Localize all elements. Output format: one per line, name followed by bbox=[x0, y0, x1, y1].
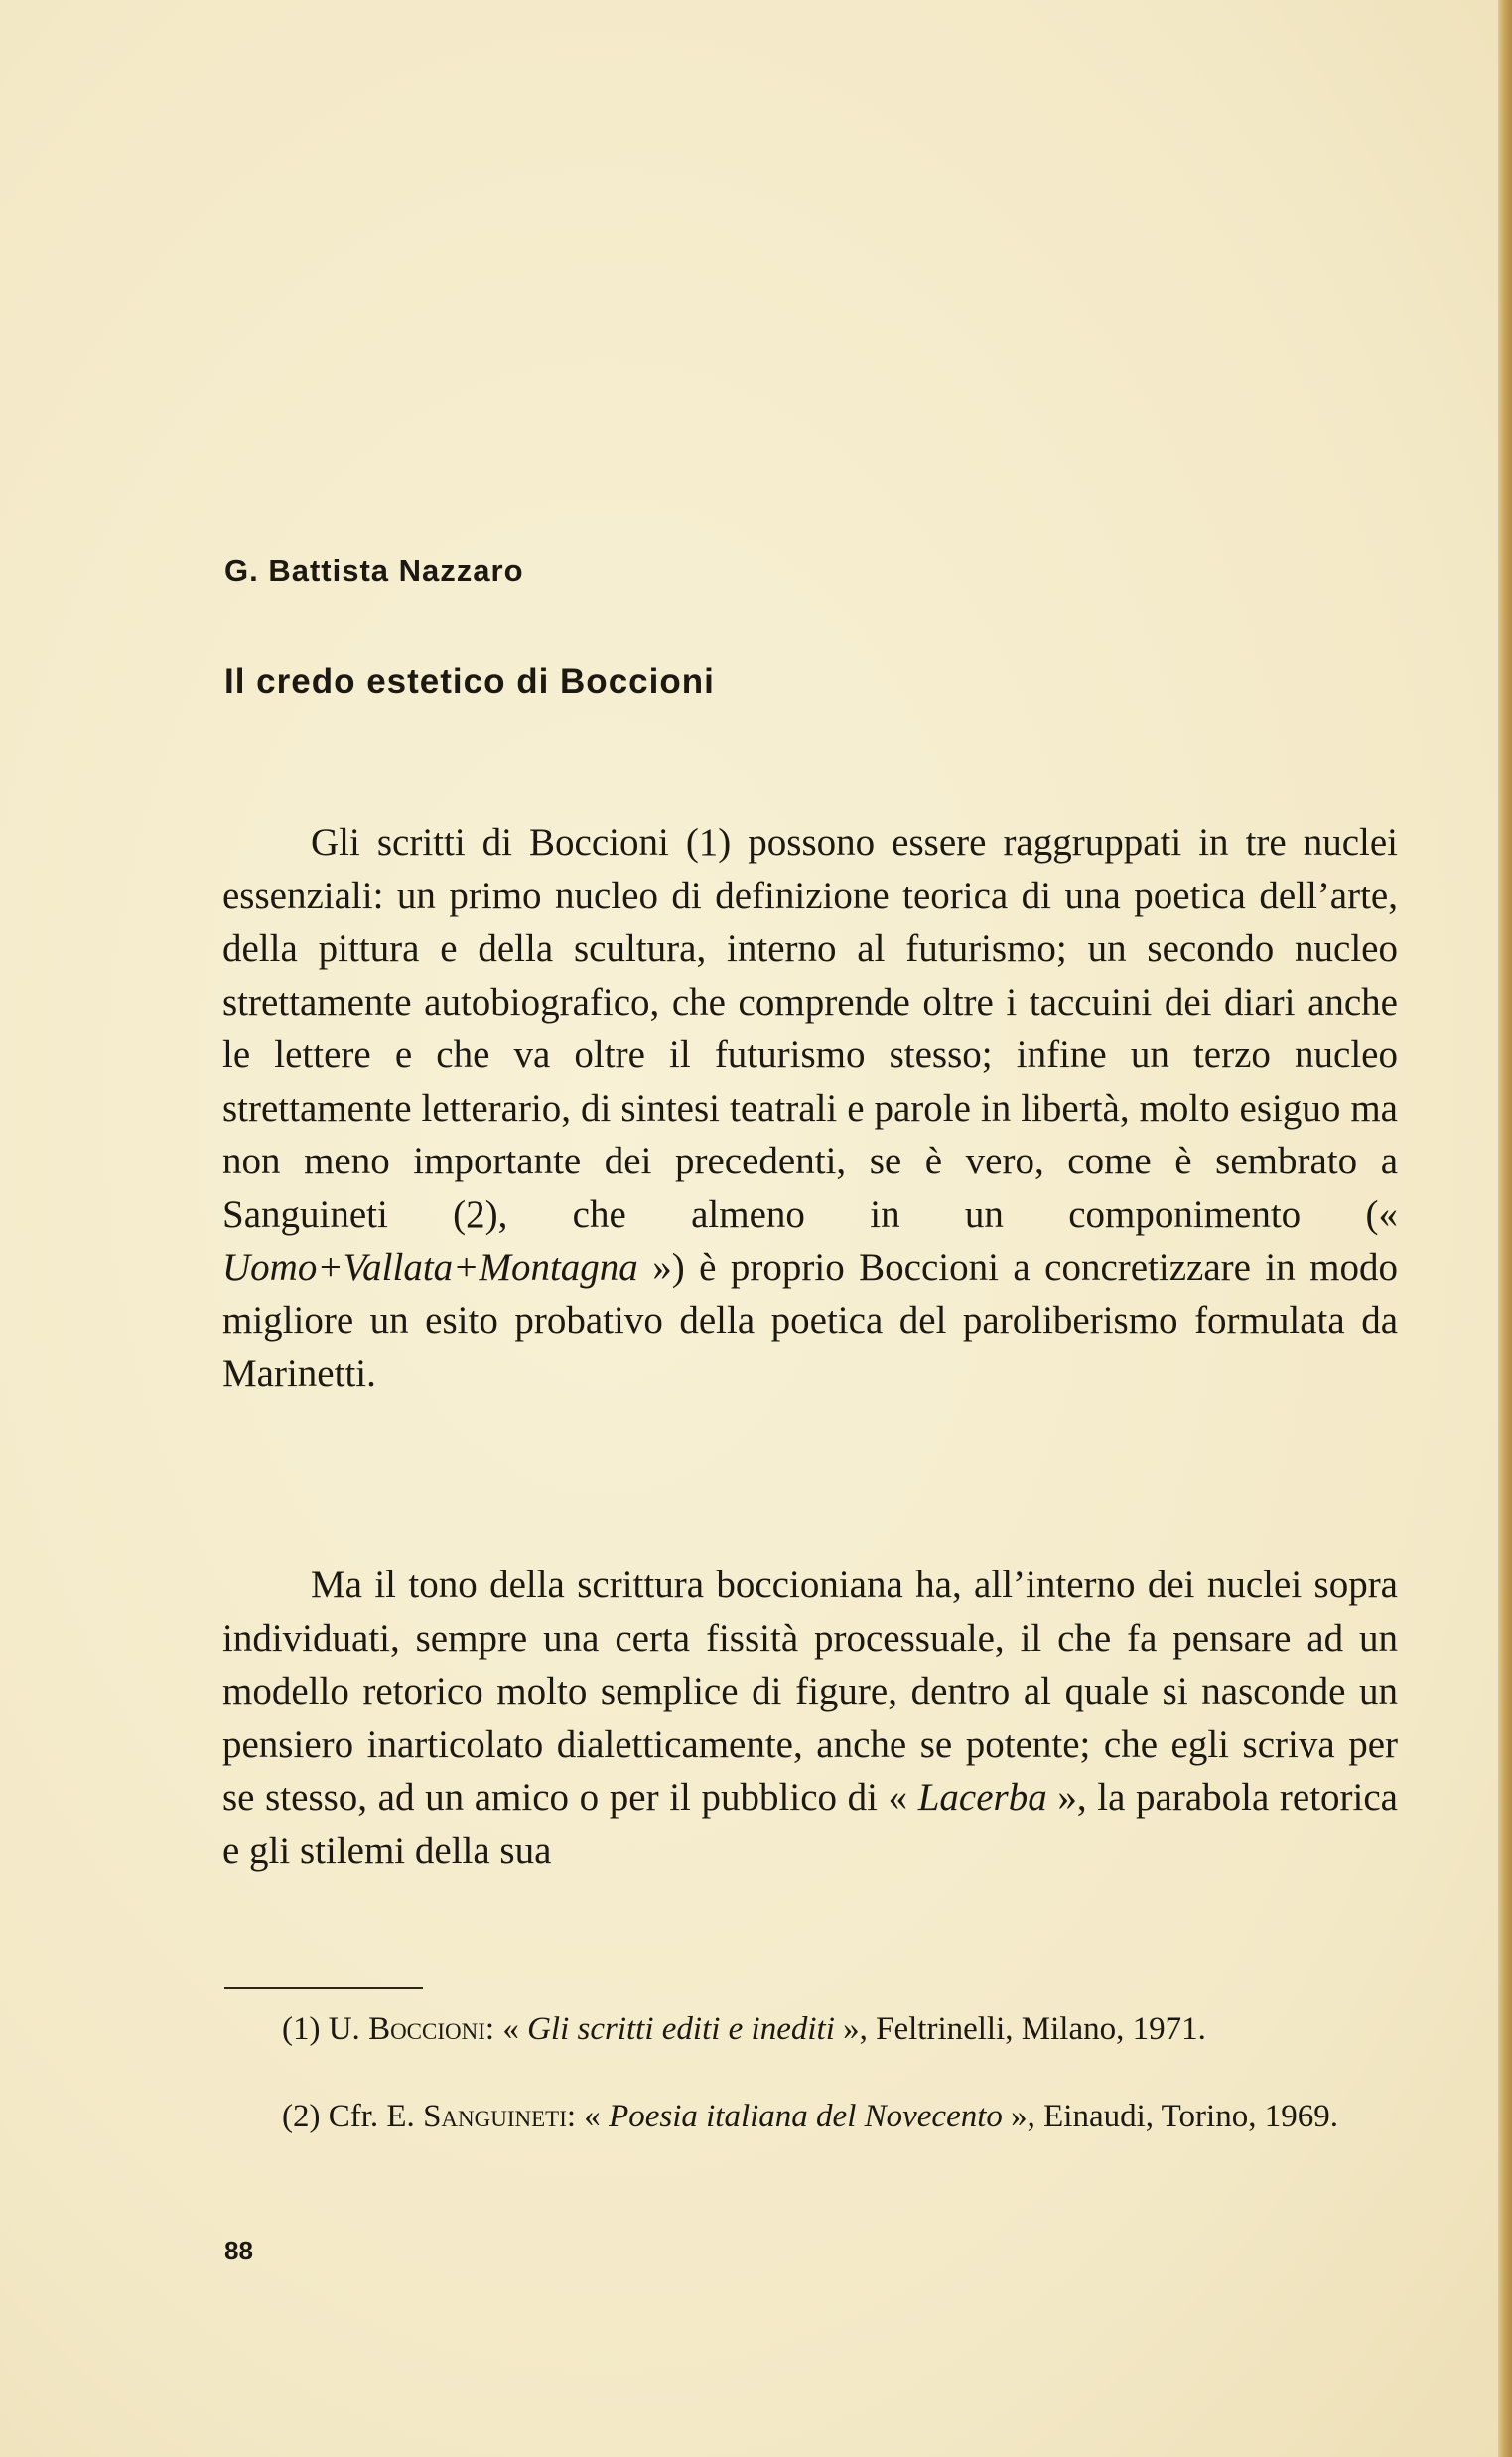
footnote-divider bbox=[224, 1987, 423, 1989]
footnote-book-title: Poesia italiana del Novecento bbox=[609, 2099, 1003, 2134]
paragraph-text: », la parabola retorica e gli stilemi della sua bbox=[222, 1776, 1398, 1872]
body-paragraph-1 bbox=[222, 816, 1398, 1401]
footnote-author: Sanguineti bbox=[423, 2099, 567, 2134]
page-number: 88 bbox=[224, 2236, 253, 2265]
footnote-book-title: Gli scritti editi e inediti bbox=[527, 2011, 835, 2047]
footnote-2 bbox=[222, 2095, 1398, 2138]
footnote-author: Boccioni bbox=[368, 2011, 485, 2047]
article-author: G. Battista Nazzaro bbox=[224, 553, 524, 588]
footnote-text: : « bbox=[566, 2099, 610, 2134]
paragraph-text: ») è proprio Boccioni a concretizzare in modo migliore un esito probativo della poetica del paroliberismo formulata da Marinetti. bbox=[222, 1246, 1398, 1395]
journal-title: Lacerba bbox=[917, 1776, 1047, 1819]
article-title: Il credo estetico di Boccioni bbox=[224, 662, 715, 701]
footnote-text: », Feltrinelli, Milano, 1971. bbox=[834, 2011, 1206, 2047]
footnote-text: : « bbox=[484, 2011, 528, 2047]
footnote-text: (1) U. bbox=[282, 2011, 369, 2047]
page-edge bbox=[1498, 0, 1512, 2457]
body-paragraph-2 bbox=[222, 1559, 1398, 1877]
footnote-text: (2) Cfr. E. bbox=[282, 2099, 424, 2134]
work-title: Uomo+Vallata+Montagna bbox=[222, 1246, 638, 1289]
footnote-text: », Einaudi, Torino, 1969. bbox=[1002, 2099, 1338, 2134]
footnote-1 bbox=[222, 2007, 1398, 2051]
paragraph-text: Ma il tono della scrittura boccioniana ha, all’interno dei nuclei sopra individuati, sempre una certa fissità processuale, il che fa pensare ad un modello retorico molto semplice di figure, dentro al quale si nasconde un pensiero inarticolato dialetticamente, anche se potente; che egli scriva per se stesso, ad un amico o per il pubblico di « bbox=[222, 1564, 1398, 1819]
paragraph-text: Gli scritti di Boccioni (1) possono essere raggruppati in tre nuclei essenziali: un primo nucleo di definizione teorica di una poetica dell’arte, della pittura e della scultura, interno al futurismo; un secondo nucleo strettamente autobiografico, che comprende oltre i taccuini dei diari anche le lettere e che va oltre il futurismo stesso; infine un terzo nucleo strettamente letterario, di sintesi teatrali e parole in libertà, molto esiguo ma non meno importante dei precedenti, se è vero, come è sembrato a Sanguineti (2), che almeno in un componimento (« bbox=[222, 821, 1398, 1236]
